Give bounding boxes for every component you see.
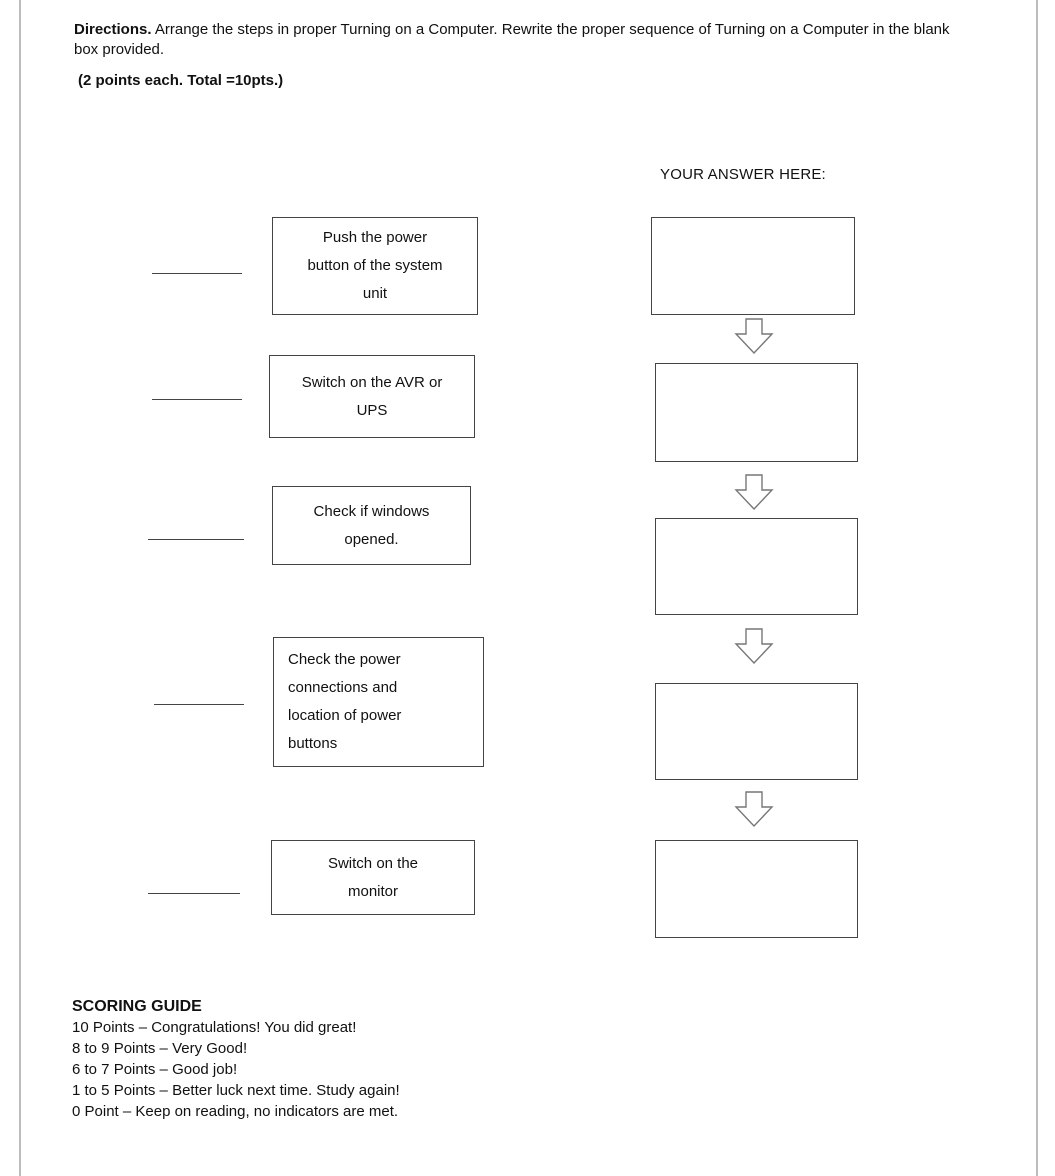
step-4-line-3: location of power <box>288 707 402 724</box>
step-4-line-1: Check the power <box>288 651 401 668</box>
answer-box-3[interactable] <box>655 518 858 615</box>
scoring-line: 10 Points – Congratulations! You did great! <box>72 1019 357 1036</box>
scoring-line: 8 to 9 Points – Very Good! <box>72 1040 248 1057</box>
step-3-blank[interactable] <box>148 539 244 540</box>
down-arrow-icon <box>734 791 774 827</box>
step-4-line-2: connections and <box>288 679 398 696</box>
step-1-line-1: Push the power <box>322 229 428 246</box>
step-2-line-1: Switch on the AVR or <box>301 373 443 391</box>
answer-box-4[interactable] <box>655 683 858 780</box>
step-1-blank[interactable] <box>152 273 242 274</box>
down-arrow-icon <box>734 474 774 510</box>
answer-box-5[interactable] <box>655 840 858 938</box>
down-arrow-icon <box>734 628 774 664</box>
scoring-guide <box>72 996 400 1122</box>
answer-box-1[interactable] <box>651 217 855 315</box>
step-4-blank[interactable] <box>154 704 244 705</box>
page-border-right <box>1036 0 1038 1176</box>
step-4-line-4: buttons <box>288 735 338 752</box>
directions-label: Directions. <box>74 21 152 38</box>
step-3-line-2: opened. <box>344 530 399 548</box>
page-border-left <box>19 0 21 1176</box>
step-5-blank[interactable] <box>148 893 240 894</box>
answer-heading: YOUR ANSWER HERE: <box>660 166 826 183</box>
scoring-line: 0 Point – Keep on reading, no indicators are met. <box>72 1103 399 1120</box>
points-note: (2 points each. Total =10pts.) <box>78 72 284 89</box>
step-2-blank[interactable] <box>152 399 242 400</box>
scoring-title: SCORING GUIDE <box>72 998 202 1015</box>
scoring-line: 1 to 5 Points – Better luck next time. Study again! <box>72 1082 400 1099</box>
step-box-1 <box>272 217 478 315</box>
directions <box>74 20 974 60</box>
answer-box-2[interactable] <box>655 363 858 462</box>
down-arrow-icon <box>734 318 774 354</box>
scoring-line: 6 to 7 Points – Good job! <box>72 1061 238 1078</box>
step-5-line-2: monitor <box>347 882 399 900</box>
step-1-line-2: button of the system <box>307 257 443 274</box>
step-box-2 <box>269 355 475 438</box>
step-box-3 <box>272 486 471 565</box>
step-1-line-3: unit <box>362 285 388 302</box>
step-box-5 <box>271 840 475 915</box>
step-3-line-1: Check if windows <box>313 502 430 520</box>
step-2-line-2: UPS <box>356 401 388 419</box>
step-5-line-1: Switch on the <box>327 854 419 872</box>
directions-text: Arrange the steps in proper Turning on a Computer. Rewrite the proper sequence of Turning on a Computer in the blank box provided. <box>74 21 950 58</box>
step-box-4 <box>273 637 484 767</box>
